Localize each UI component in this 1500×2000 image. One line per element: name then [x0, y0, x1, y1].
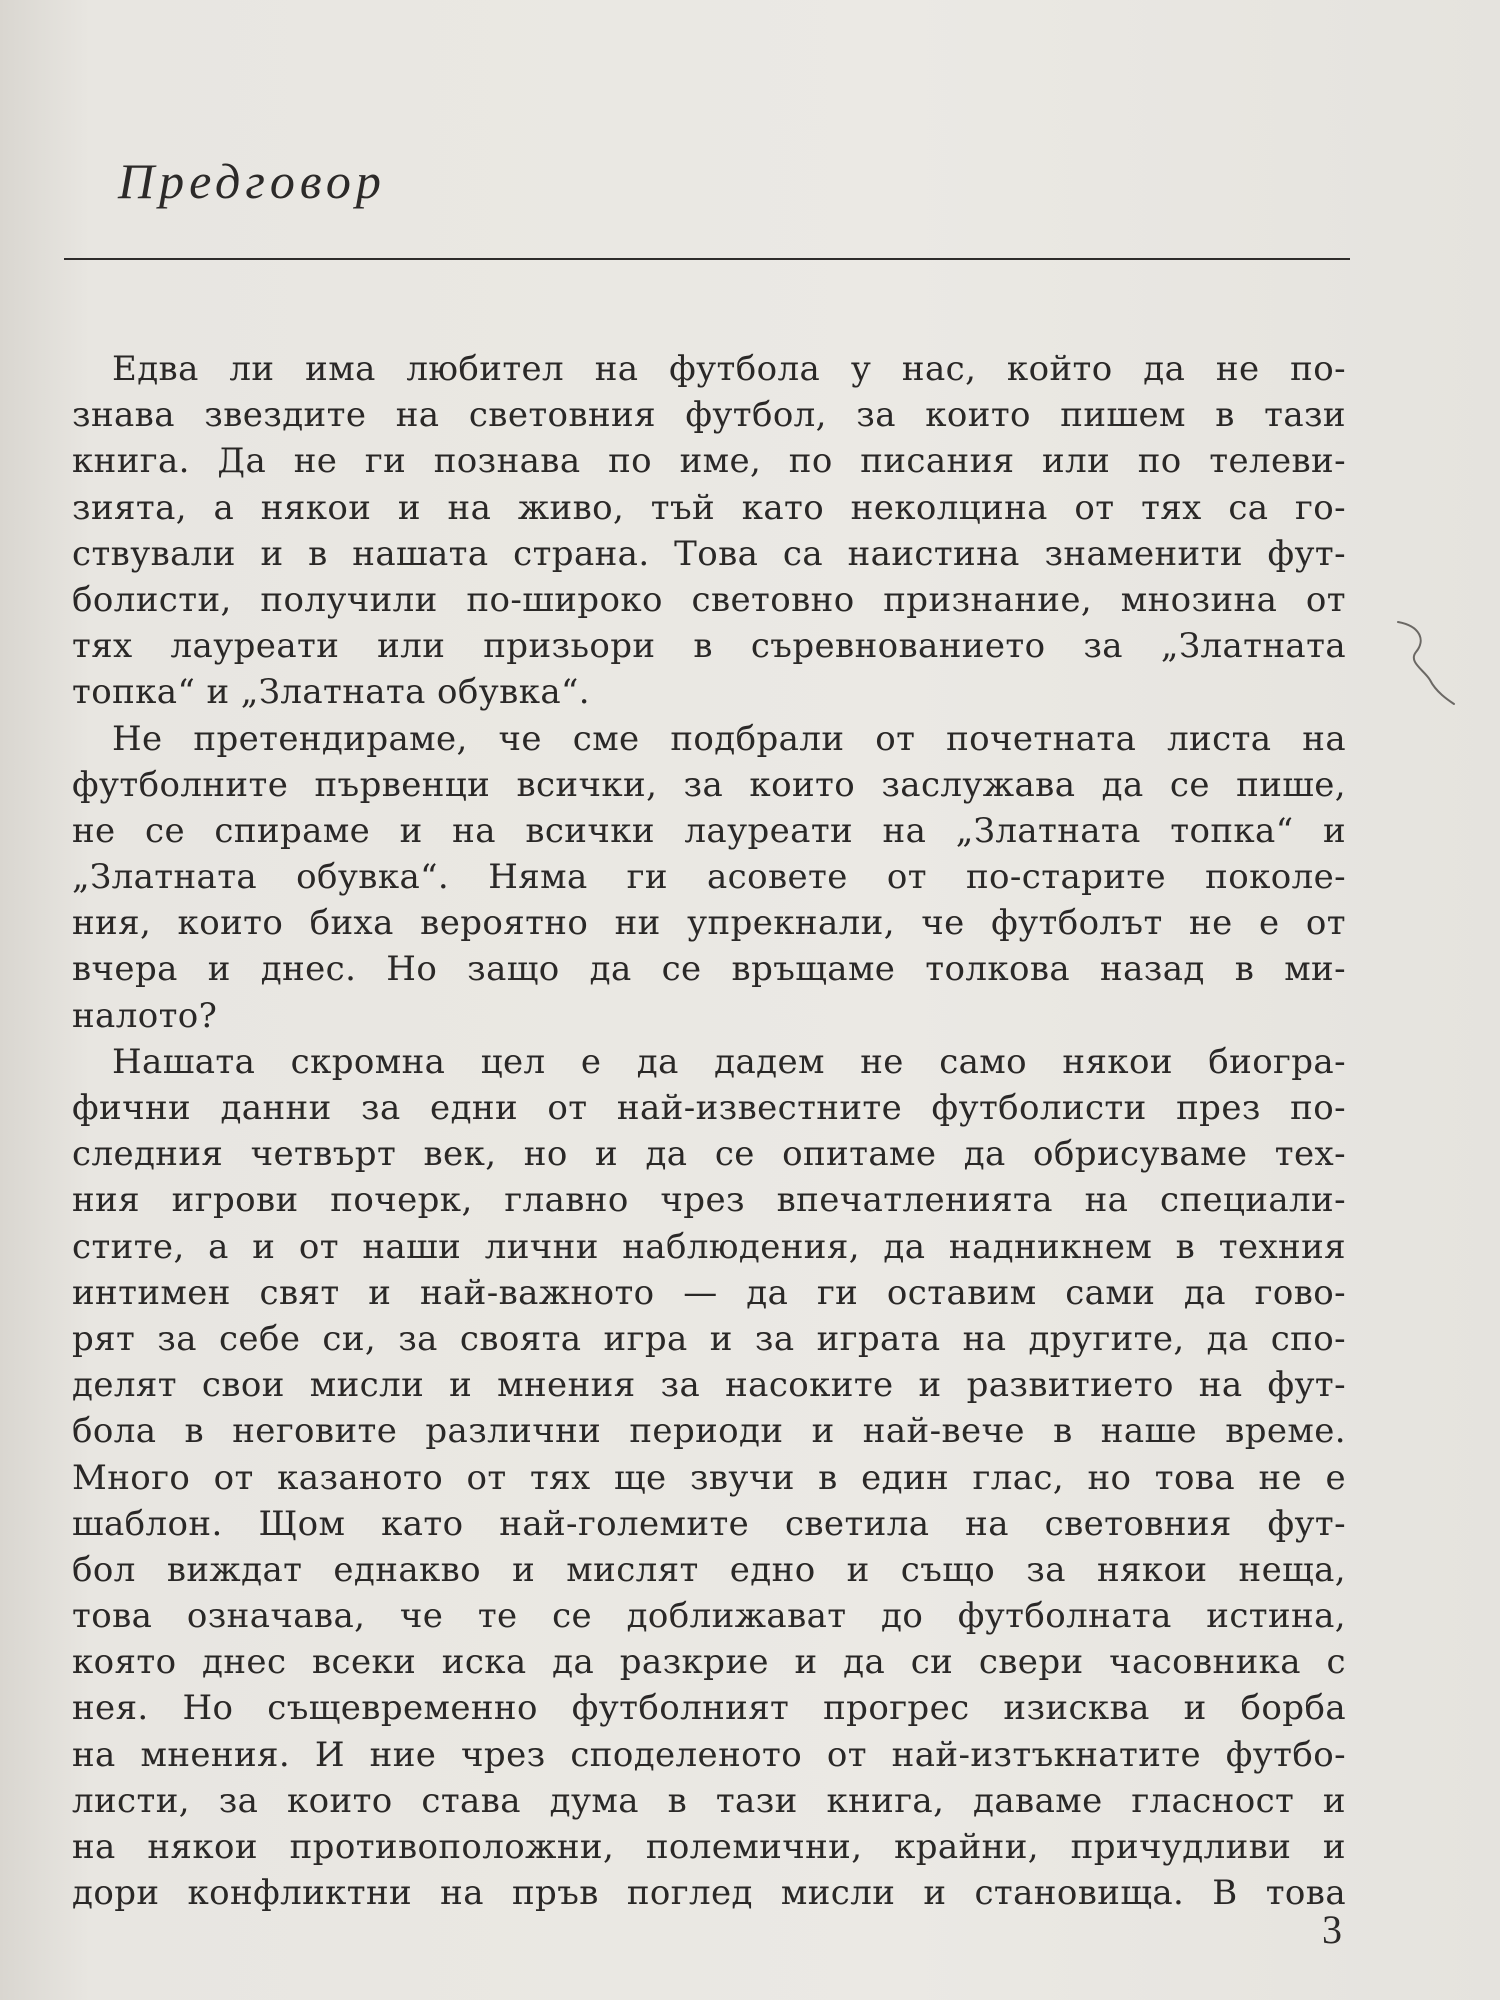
- pencil-mark-icon: [1396, 618, 1456, 708]
- text-line: шаблон. Щом като най-големите светила на световния фут-: [72, 1503, 1346, 1544]
- text-line: болисти, получили по-широко световно признание, мнозина от: [72, 579, 1346, 620]
- text-line: бола в неговите различни периоди и най-вече в наше време.: [72, 1411, 1346, 1452]
- text-line: ния игрови почерк, главно чрез впечатленията на специали-: [72, 1180, 1346, 1221]
- text-line: която днес всеки иска да разкрие и да си свери часовника с: [72, 1642, 1346, 1683]
- text-line: Нашата скромна цел е да дадем не само някои биогра-: [112, 1041, 1346, 1082]
- text-line: на някои противоположни, полемични, крайни, причудливи и: [72, 1827, 1346, 1867]
- paragraph-1: [72, 346, 1346, 716]
- paragraph-2: [72, 716, 1346, 1039]
- text-line: вчера и днес. Но защо да се връщаме толкова назад в ми-: [72, 949, 1346, 990]
- text-line: рят за себе си, за своята игра и за играта на другите, да спо-: [72, 1318, 1346, 1359]
- body-text: [72, 346, 1346, 1916]
- text-line: стите, а и от наши лични наблюдения, да надникнем в техния: [72, 1226, 1346, 1267]
- text-line: делят свои мисли и мнения за насоките и развитието на фут-: [72, 1365, 1346, 1406]
- text-line: не се спираме и на всички лауреати на „Златната топка“ и: [72, 810, 1346, 851]
- text-line: футболните първенци всички, за които заслужава да се пише,: [72, 764, 1346, 805]
- text-line: бол виждат еднакво и мислят едно и също за някои неща,: [72, 1549, 1346, 1590]
- text-line: налото?: [72, 995, 218, 1036]
- text-line: Не претендираме, че сме подбрали от почетната листа на: [112, 718, 1346, 759]
- text-line: „Златната обувка“. Няма ги асовете от по-старите поколе-: [72, 857, 1346, 898]
- page-title: Предговор: [118, 153, 386, 209]
- text-line: книга. Да не ги познава по име, по писания или по телеви-: [72, 441, 1346, 482]
- text-line: ния, които биха вероятно ни упрекнали, че футболът не е от: [72, 903, 1346, 944]
- text-line: на мнения. И ние чрез споделеното от най-изтъкнатите футбо-: [72, 1734, 1346, 1775]
- text-line: листи, за които става дума в тази книга, даваме гласност и: [72, 1780, 1346, 1821]
- text-line: знава звездите на световния футбол, за които пишем в тази: [72, 395, 1346, 436]
- paragraph-3: [72, 1039, 1346, 1917]
- text-line: интимен свят и най-важното — да ги оставим сами да гово-: [72, 1272, 1346, 1313]
- text-line: това означава, че те се доближават до футболната истина,: [72, 1596, 1346, 1637]
- page-number: 3: [1322, 1907, 1342, 1952]
- text-line: следния четвърт век, но и да се опитаме да обрисуваме тех-: [72, 1134, 1346, 1175]
- text-line: Едва ли има любител на футбола у нас, който да не по-: [112, 349, 1346, 389]
- text-line: зията, а някои и на живо, тъй като неколцина от тях са го-: [72, 487, 1346, 528]
- text-line: дори конфликтни на пръв поглед мисли и становища. В това: [72, 1873, 1346, 1914]
- text-line: топка“ и „Златната обувка“.: [72, 672, 591, 713]
- text-line: тях лауреати или призьори в съревнованието за „Златната: [72, 626, 1346, 667]
- text-line: фични данни за едни от най-известните футболисти през по-: [72, 1088, 1346, 1128]
- text-line: ствували и в нашата страна. Това са наистина знаменити фут-: [72, 533, 1346, 574]
- title-divider: [64, 258, 1350, 260]
- text-line: Много от казаното от тях ще звучи в един глас, но това не е: [72, 1457, 1346, 1498]
- text-line: нея. Но същевременно футболният прогрес изисква и борба: [72, 1688, 1346, 1729]
